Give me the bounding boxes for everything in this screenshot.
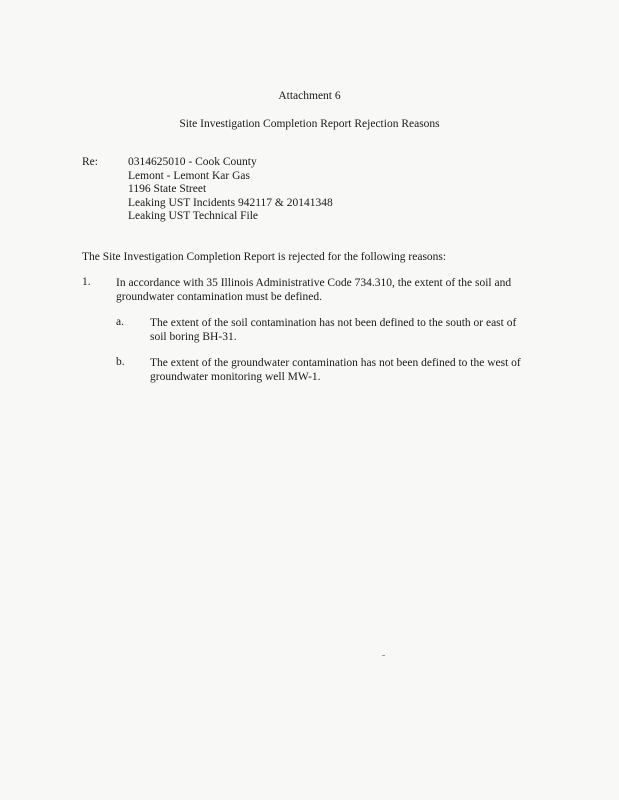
subitem-label-b: b. bbox=[116, 356, 125, 368]
subitem-label-a: a. bbox=[116, 316, 124, 328]
document-title: Attachment 6 bbox=[278, 90, 341, 102]
re-block bbox=[128, 156, 333, 224]
re-line-file: Leaking UST Technical File bbox=[128, 210, 259, 222]
re-line-incidents: Leaking UST Incidents 942117 & 20141348 bbox=[128, 196, 333, 209]
subitem-text-b: The extent of the groundwater contamination has not been defined to the west of groundwater monitoring well MW-1. bbox=[150, 357, 521, 383]
re-label: Re: bbox=[82, 156, 98, 168]
re-line-site-name: Lemont - Lemont Kar Gas bbox=[128, 169, 250, 182]
item-number: 1. bbox=[82, 276, 91, 288]
intro-paragraph: The Site Investigation Completion Report is rejected for the following reasons: bbox=[82, 251, 447, 263]
subitem-text-a: The extent of the soil contamination has not been defined to the south or east of soil boring BH-31. bbox=[150, 317, 517, 343]
re-line-address: 1196 State Street bbox=[128, 183, 207, 195]
re-line-site-id: 0314625010 - Cook County bbox=[128, 156, 257, 168]
scan-speck bbox=[382, 655, 385, 656]
item-text: In accordance with 35 Illinois Administrative Code 734.310, the extent of the soil and groundwater contamination must be defined. bbox=[116, 277, 512, 303]
document-subtitle: Site Investigation Completion Report Rejection Reasons bbox=[179, 118, 440, 130]
